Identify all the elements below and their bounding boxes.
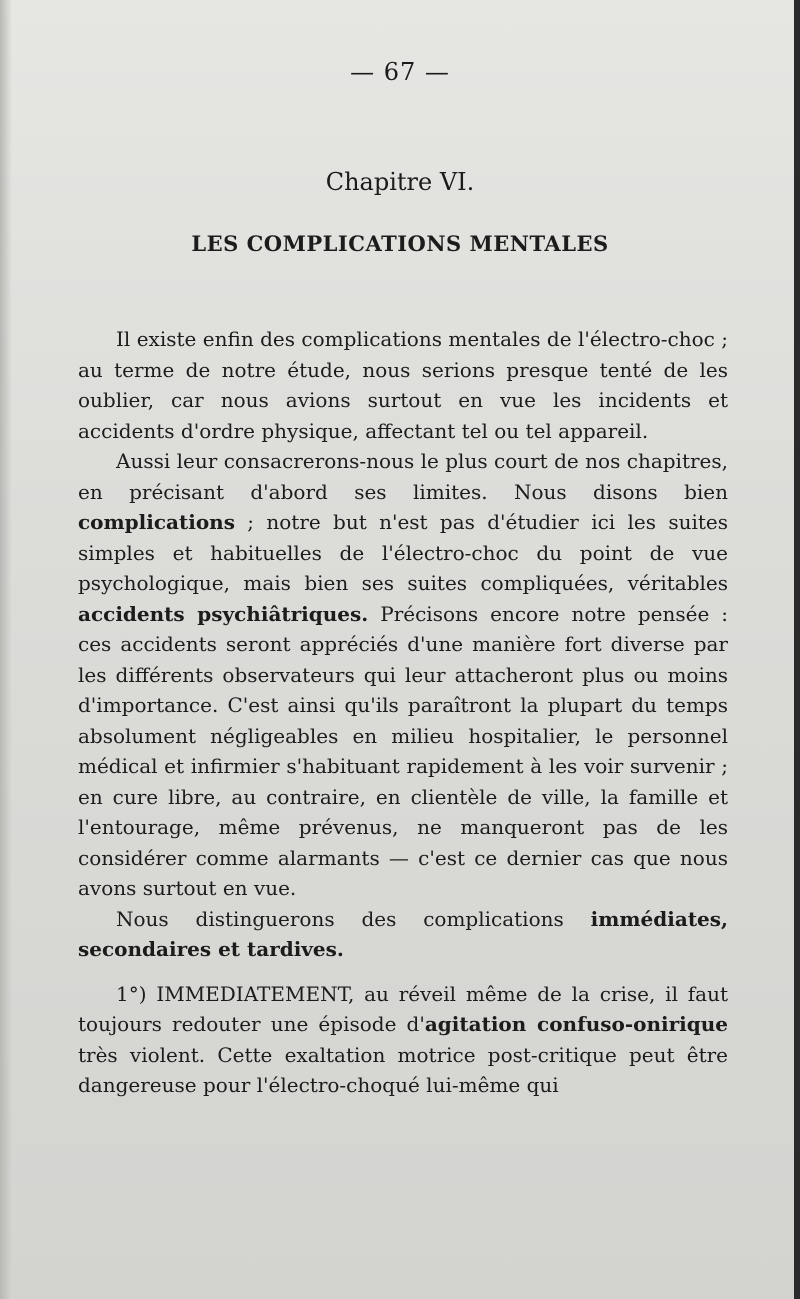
paragraph-4 (78, 979, 728, 1101)
paragraph-2-text: ; notre but n'est pas d'étudier ici les suites simples et habituelles de l'électro-choc du point de vue psychologique, mais bien ses suites compliquées, véritables (78, 510, 728, 595)
section-title: LES COMPLICATIONS MENTALES (191, 231, 609, 256)
paragraph-3 (78, 904, 728, 965)
paragraph-3-text: Nous distinguerons des complications (116, 906, 591, 931)
emphasis-agitation: agitation confuso-onirique (424, 1012, 728, 1036)
paragraph-2-text: Aussi leur consacrerons-nous le plus court de nos chapitres, en précisant d'abord ses limites. Nous disons bien (78, 449, 728, 504)
paragraph-2-text: Précisons encore notre pensée : ces accidents seront appréciés d'une manière fort diverse par les différents observateurs qui leur attacheront plus ou moins d'importance. C'est ainsi qu'ils paraîtront la plupart du temps absolument négligeables en milieu hospitalier, le personnel médical et infirmier s'habituant rapidement à les voir survenir ; en cure libre, au contraire, en clientèle de ville, la famille et l'entourage, même prévenus, ne manqueront pas de les considérer comme alarmants — c'est ce dernier cas que nous avons surtout en vue. (78, 601, 729, 900)
paragraph-1: Il existe enfin des complications mentales de l'électro-choc ; au terme de notre étude, nous serions presque tenté de les oublier, car nous avions surtout en vue les incidents et accidents d'ordre physique, affectant tel ou tel appareil. (78, 327, 728, 443)
body-text (78, 324, 728, 1101)
emphasis-complication-types: immédiates, secondaires et tardives. (78, 906, 728, 961)
paragraph-4-text: 1°) IMMEDIATEMENT, au réveil même de la crise, il faut toujours redouter une épisode d' (78, 981, 728, 1036)
paragraph-2 (78, 446, 728, 904)
chapter-heading: Chapitre VI. (325, 168, 475, 196)
page-number: — 67 — (350, 58, 450, 86)
emphasis-accidents-psychiatriques: accidents psychiâtriques. (78, 601, 369, 626)
emphasis-complications: complications (78, 510, 235, 534)
paragraph-4-text: très violent. Cette exaltation motrice post-critique peut être dangereuse pour l'électro-choqué lui-même qui (78, 1042, 728, 1097)
